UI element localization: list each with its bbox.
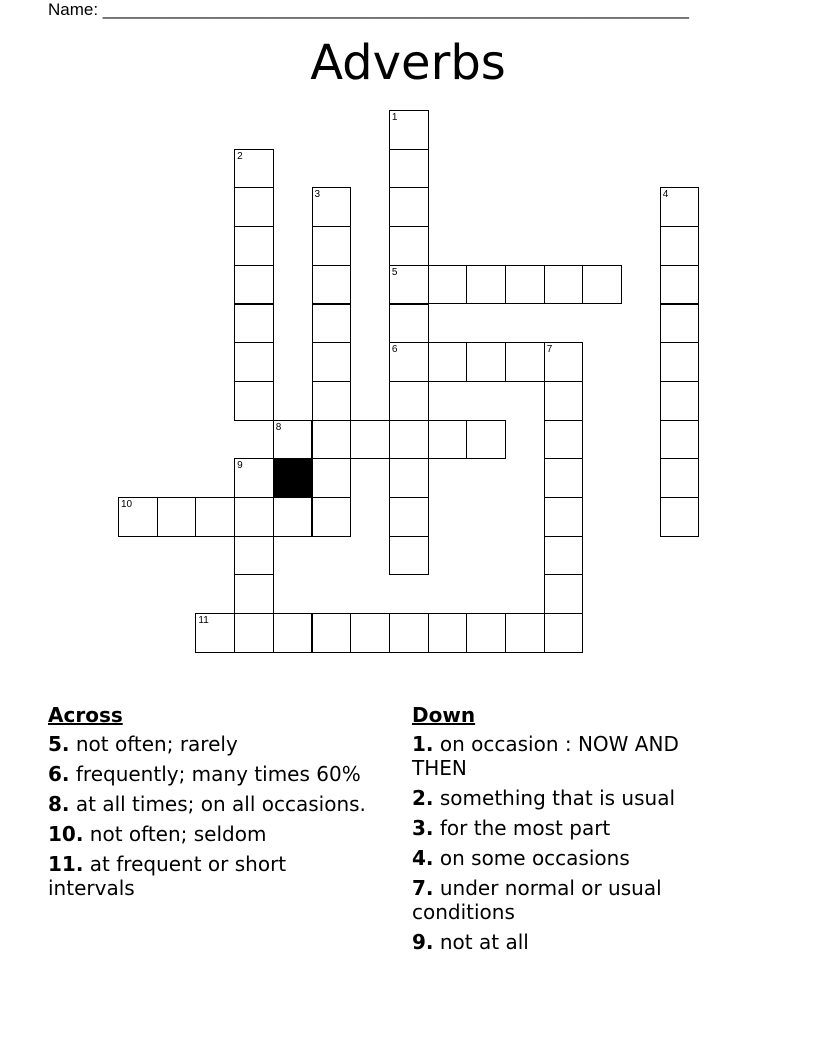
grid-cell[interactable]	[234, 497, 274, 537]
clue-down-3: 3. for the most part	[412, 816, 611, 840]
clue-number: 4	[662, 189, 669, 201]
across-heading: Across	[48, 703, 123, 727]
grid-cell[interactable]	[505, 342, 545, 382]
grid-cell[interactable]	[544, 536, 584, 576]
name-field-label: Name: ______________________________________________________________	[48, 0, 689, 19]
grid-cell[interactable]	[428, 420, 468, 460]
clue-number: 8	[275, 421, 282, 433]
grid-cell[interactable]	[312, 226, 352, 266]
grid-cell[interactable]	[273, 420, 313, 460]
grid-cell[interactable]	[660, 187, 700, 227]
grid-cell[interactable]	[312, 497, 352, 537]
grid-cell[interactable]	[195, 497, 235, 537]
clue-number: 10	[121, 499, 133, 510]
grid-cell[interactable]	[389, 265, 429, 305]
grid-cell[interactable]	[234, 381, 274, 421]
clue-across-10: 10. not often; seldom	[48, 822, 267, 846]
grid-cell[interactable]	[234, 149, 274, 189]
grid-cell[interactable]	[350, 613, 390, 653]
grid-cell[interactable]	[544, 574, 584, 614]
grid-cell[interactable]	[234, 265, 274, 305]
grid-cell[interactable]	[544, 613, 584, 653]
grid-cell[interactable]	[466, 265, 506, 305]
grid-cell[interactable]	[389, 187, 429, 227]
clue-down-9: 9. not at all	[412, 930, 529, 954]
grid-cell[interactable]	[234, 226, 274, 266]
grid-cell[interactable]	[118, 497, 158, 537]
grid-cell[interactable]	[234, 613, 274, 653]
grid-cell[interactable]	[389, 420, 429, 460]
down-heading: Down	[412, 703, 476, 727]
down-clues	[412, 702, 732, 960]
grid-cell[interactable]	[312, 342, 352, 382]
grid-cell[interactable]	[544, 381, 584, 421]
across-clues	[48, 702, 368, 906]
grid-cell[interactable]	[273, 497, 313, 537]
grid-cell[interactable]	[312, 304, 352, 344]
clue-down-2: 2. something that is usual	[412, 786, 676, 810]
grid-cell[interactable]	[389, 497, 429, 537]
grid-cell[interactable]	[544, 265, 584, 305]
clue-across-6: 6. frequently; many times 60%	[48, 762, 361, 786]
grid-cell[interactable]	[660, 265, 700, 305]
grid-cell[interactable]	[582, 265, 622, 305]
grid-cell[interactable]	[312, 187, 352, 227]
clue-number: 7	[546, 344, 553, 356]
grid-cell[interactable]	[389, 149, 429, 189]
grid-cell[interactable]	[505, 613, 545, 653]
puzzle-title: Adverbs	[310, 35, 506, 91]
black-cell	[273, 458, 313, 498]
clue-down-7: 7. under normal or usual conditions	[412, 876, 662, 924]
grid-cell[interactable]	[312, 420, 352, 460]
grid-cell[interactable]	[234, 458, 274, 498]
grid-cell[interactable]	[312, 613, 352, 653]
grid-cell[interactable]	[234, 304, 274, 344]
grid-cell[interactable]	[505, 265, 545, 305]
grid-cell[interactable]	[660, 420, 700, 460]
grid-cell[interactable]	[389, 110, 429, 150]
clue-down-1: 1. on occasion : NOW AND THEN	[412, 732, 679, 780]
grid-cell[interactable]	[660, 497, 700, 537]
grid-cell[interactable]	[544, 458, 584, 498]
grid-cell[interactable]	[234, 536, 274, 576]
grid-cell[interactable]	[389, 342, 429, 382]
grid-cell[interactable]	[273, 613, 313, 653]
grid-cell[interactable]	[157, 497, 197, 537]
grid-cell[interactable]	[660, 458, 700, 498]
grid-cell[interactable]	[312, 265, 352, 305]
grid-cell[interactable]	[466, 420, 506, 460]
clue-across-11: 11. at frequent or short intervals	[48, 852, 287, 900]
grid-cell[interactable]	[312, 458, 352, 498]
grid-cell[interactable]	[234, 187, 274, 227]
grid-cell[interactable]	[234, 574, 274, 614]
grid-cell[interactable]	[389, 613, 429, 653]
grid-cell[interactable]	[544, 342, 584, 382]
grid-cell[interactable]	[428, 342, 468, 382]
grid-cell[interactable]	[350, 420, 390, 460]
clue-number: 9	[237, 460, 243, 472]
grid-cell[interactable]	[389, 226, 429, 266]
clue-number: 3	[314, 189, 321, 201]
clue-number: 2	[237, 150, 243, 162]
clue-across-8: 8. at all times; on all occasions.	[48, 792, 366, 816]
grid-cell[interactable]	[195, 613, 235, 653]
clue-number: 5	[391, 266, 398, 278]
grid-cell[interactable]	[234, 342, 274, 382]
grid-cell[interactable]	[466, 342, 506, 382]
grid-cell[interactable]	[544, 497, 584, 537]
grid-cell[interactable]	[428, 265, 468, 305]
grid-cell[interactable]	[466, 613, 506, 653]
grid-cell[interactable]	[428, 613, 468, 653]
grid-cell[interactable]	[312, 381, 352, 421]
grid-cell[interactable]	[544, 420, 584, 460]
clue-down-4: 4. on some occasions	[412, 846, 630, 870]
clue-number: 6	[391, 344, 398, 356]
grid-cell[interactable]	[660, 226, 700, 266]
grid-cell[interactable]	[660, 342, 700, 382]
grid-cell[interactable]	[389, 304, 429, 344]
grid-cell[interactable]	[389, 458, 429, 498]
clue-number: 11	[198, 615, 209, 627]
grid-cell[interactable]	[389, 536, 429, 576]
grid-cell[interactable]	[660, 381, 700, 421]
clue-across-5: 5. not often; rarely	[48, 732, 238, 756]
grid-cell[interactable]	[389, 381, 429, 421]
grid-cell[interactable]	[660, 304, 700, 344]
clue-number: 1	[391, 112, 398, 123]
